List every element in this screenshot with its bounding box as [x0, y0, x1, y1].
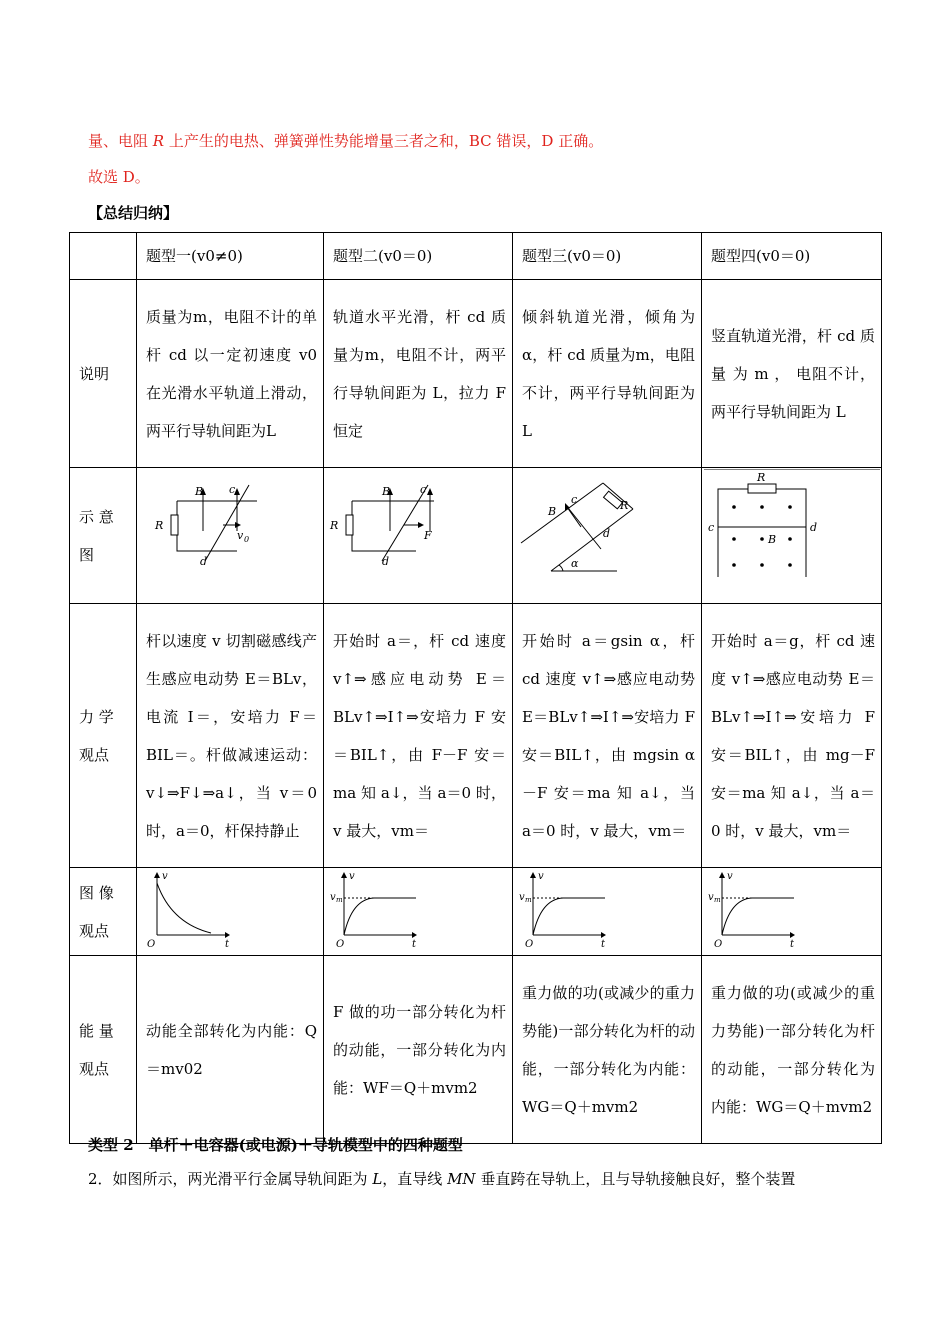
graph-cell [702, 868, 882, 956]
label-vm: v [519, 891, 525, 903]
graph-cell [513, 868, 702, 956]
table-cell: 轨道水平光滑，杆 cd 质量为m，电阻不计，两平行导轨间距为 L，拉力 F 恒定 [324, 280, 513, 468]
label-t: t [412, 938, 417, 950]
diagram-type3 [513, 469, 702, 603]
graph-rise-3 [513, 869, 702, 955]
label-v0-sub: 0 [244, 534, 250, 544]
diagram-type4 [702, 469, 882, 603]
table-row [70, 868, 882, 956]
label-t: t [790, 938, 795, 950]
arrowhead-icon [427, 488, 433, 495]
section-heading: 【总结归纳】 [88, 204, 179, 222]
label-b: B [548, 504, 557, 518]
row-label: 力 学 观点 [70, 604, 137, 868]
label-v: v [162, 870, 168, 882]
label-b: B [382, 484, 391, 498]
label-v: v [538, 870, 544, 882]
label-c: c [571, 492, 578, 506]
problem-2 [88, 1168, 795, 1189]
label-o: O [714, 938, 723, 950]
table-cell: F 做的功一部分转化为杆的动能，一部分转化为内能：WF＝Q＋mvm2 [324, 956, 513, 1144]
arrowhead-icon [154, 872, 160, 878]
graph-cell [324, 868, 513, 956]
diagram-cell [137, 468, 324, 604]
arrowhead-icon [530, 872, 536, 878]
header-cell: 题型三(v0＝0) [513, 233, 702, 280]
angle-arc [559, 565, 563, 571]
label-c: c [420, 482, 427, 496]
arrowhead-icon [225, 932, 230, 938]
label-o: O [525, 938, 534, 950]
table-row [70, 956, 882, 1144]
rise-curve [722, 898, 794, 935]
label-t: t [225, 938, 230, 950]
label-c: c [229, 482, 236, 496]
table-cell: 开始时 a＝g，杆 cd 速度 v↑⇒感应电动势 E＝BLv↑⇒I↑⇒安培力 F 安＝BIL↑，由 mg－F 安＝ma 知 a↓，当 a＝0 时，v 最大，vm＝ [702, 604, 882, 868]
table-cell: 倾斜轨道光滑，倾角为α，杆 cd 质量为m，电阻不计，两平行导轨间距为 L [513, 280, 702, 468]
label-vm-sub: m [525, 895, 532, 904]
table-row [70, 280, 882, 468]
label-o: O [147, 938, 156, 950]
header-cell: 题型一(v0≠0) [137, 233, 324, 280]
table-cell: 重力做的功(或减少的重力势能)一部分转化为杆的动能，一部分转化为内能：WG＝Q＋mvm2 [513, 956, 702, 1144]
resistor-icon [171, 515, 178, 535]
row-label: 说明 [70, 280, 137, 468]
label-c: c [708, 520, 715, 534]
label-r: R [330, 518, 339, 532]
header-cell: 题型二(v0＝0) [324, 233, 513, 280]
rod-cd [569, 509, 601, 549]
arrowhead-icon [719, 872, 725, 878]
decay-curve [157, 883, 211, 933]
label-vm-sub: m [336, 895, 343, 904]
label-alpha: α [571, 556, 579, 570]
label-b: B [195, 484, 204, 498]
table-row [70, 468, 882, 604]
label-o: O [336, 938, 345, 950]
incline-rail [551, 509, 633, 571]
label-r: R [757, 470, 766, 484]
row-label: 示 意 图 [70, 468, 137, 604]
answer-text: 上产生的电热、弹簧弹性势能增量三者之和，BC 错误，D 正确。 [164, 132, 604, 150]
variable-r: R [152, 132, 165, 150]
table-cell: 竖直轨道光滑，杆 cd 质 量 为 m ， 电阻不计，两平行导轨间距为 L [702, 280, 882, 468]
label-t: t [601, 938, 606, 950]
rise-curve [533, 898, 605, 935]
label-d: d [810, 520, 818, 534]
rod-cd [205, 482, 249, 561]
label-d: d [200, 554, 208, 568]
label-v: v [349, 870, 355, 882]
problem-text: 垂直跨在导轨上，且与导轨接触良好，整个装置 [475, 1170, 796, 1188]
answer-line-1 [88, 130, 603, 151]
label-d: d [382, 554, 390, 568]
table-cell: 重力做的功(或减少的重力势能)一部分转化为杆的动能，一部分转化为内能：WG＝Q＋mvm2 [702, 956, 882, 1144]
variable-l: L [372, 1170, 383, 1188]
label-vm: v [708, 891, 714, 903]
graph-rise-4 [702, 869, 882, 955]
answer-line-2: 故选 D。 [88, 168, 150, 186]
table-cell: 动能全部转化为内能：Q＝mv02 [137, 956, 324, 1144]
answer-text: 量、电阻 [88, 132, 153, 150]
header-cell: 题型四(v0＝0) [702, 233, 882, 280]
label-f: F [424, 528, 432, 542]
label-vm-sub: m [714, 895, 721, 904]
arrowhead-icon [790, 932, 795, 938]
problem-text: 2．如图所示，两光滑平行金属导轨间距为 [88, 1170, 373, 1188]
row-label: 能 量 观点 [70, 956, 137, 1144]
arrowhead-icon [412, 932, 417, 938]
b-field-arrow [567, 507, 581, 527]
variable-mn: MN [447, 1170, 476, 1188]
resistor-icon [748, 484, 776, 493]
label-v0: v [237, 528, 244, 542]
resistor-icon [346, 515, 353, 535]
label-b: B [768, 532, 777, 546]
diagram-type1 [137, 469, 324, 603]
problem-text: ，直导线 [382, 1170, 448, 1188]
label-d: d [603, 526, 611, 540]
arrowhead-icon [341, 872, 347, 878]
rise-curve [344, 898, 416, 935]
summary-table [69, 232, 882, 1144]
table-cell: 开始时 a＝，杆 cd 速度 v↑⇒感应电动势 E＝BLv↑⇒I↑⇒安培力 F 安＝BIL↑，由 F－F 安＝ma 知 a↓，当 a＝0 时，v 最大，vm＝ [324, 604, 513, 868]
b-field-dots [732, 505, 792, 567]
graph-rise-2 [324, 869, 513, 955]
table-header-row [70, 233, 882, 280]
table-cell: 质量为m，电阻不计的单杆 cd 以一定初速度 v0 在光滑水平轨道上滑动，两平行导轨间距为L [137, 280, 324, 468]
arrowhead-icon [235, 522, 241, 528]
diagram-cell [324, 468, 513, 604]
graph-cell [137, 868, 324, 956]
label-v: v [727, 870, 733, 882]
label-r: R [620, 498, 629, 512]
header-cell [70, 233, 137, 280]
diagram-cell [702, 468, 882, 604]
arrowhead-icon [601, 932, 606, 938]
label-vm: v [330, 891, 336, 903]
incline-rail [521, 483, 603, 543]
diagram-type2 [324, 469, 513, 603]
label-r: R [155, 518, 164, 532]
row-label: 图 像 观点 [70, 868, 137, 956]
table-cell: 开始时 a＝gsin α，杆 cd 速度 v↑⇒感应电动势 E＝BLv↑⇒I↑⇒安培力 F 安＝BIL↑，由 mgsin α－F 安＝ma 知 a↓，当 a＝0 时，v 最大，vm＝ [513, 604, 702, 868]
table-row [70, 604, 882, 868]
table-cell: 杆以速度 v 切割磁感线产生感应电动势 E＝BLv，电流 I＝，安培力 F＝BIL＝。杆做减速运动：v↓⇒F↓⇒a↓，当 v＝0 时，a＝0，杆保持静止 [137, 604, 324, 868]
diagram-cell [513, 468, 702, 604]
type2-heading: 类型 2 单杆＋电容器(或电源)＋导轨模型中的四种题型 [88, 1136, 463, 1154]
arrowhead-icon [418, 522, 424, 528]
graph-decay [137, 869, 324, 955]
